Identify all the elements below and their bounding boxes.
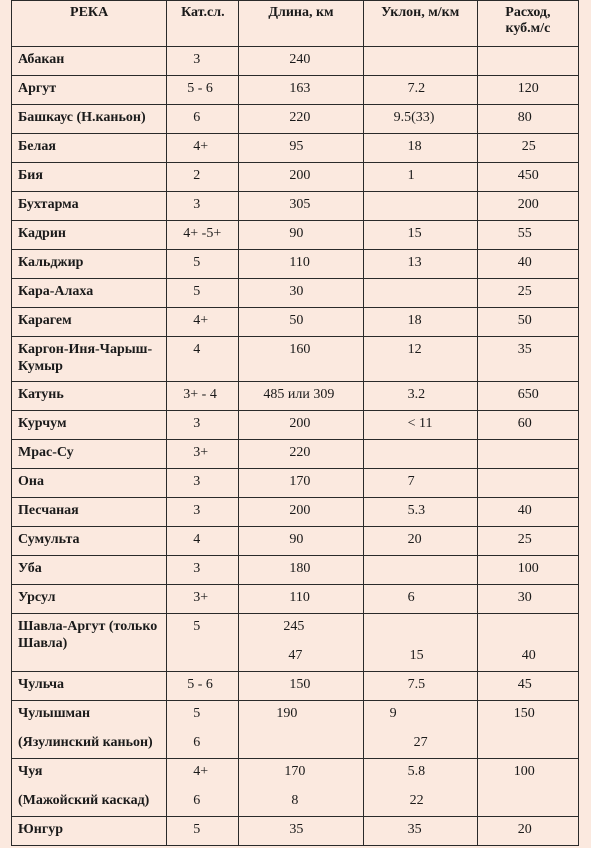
cell-cat	[167, 221, 239, 250]
cell-slope-text: 12	[407, 342, 422, 357]
table-row	[12, 817, 579, 846]
cell-cat	[167, 759, 239, 817]
cell-flow	[477, 221, 578, 250]
cell-cat-text: 4+ -5+	[183, 226, 222, 241]
table-row	[12, 614, 579, 672]
cell-len	[239, 192, 363, 221]
cell-name-text: Белая	[18, 139, 56, 154]
cell-name	[12, 498, 167, 527]
cell-name	[12, 221, 167, 250]
cell-slope-text: 20	[407, 532, 422, 547]
cell-len	[239, 440, 363, 469]
cell-flow-text: 40	[521, 648, 536, 663]
cell-slope-text: 9.5(33)	[393, 110, 435, 125]
cell-slope	[363, 337, 477, 382]
table-row	[12, 440, 579, 469]
cell-flow-text: 30	[517, 590, 532, 605]
cell-flow-text: 200	[517, 197, 539, 212]
cell-cat-text: 3+	[193, 590, 209, 605]
cell-slope	[363, 817, 477, 846]
cell-name	[12, 105, 167, 134]
cell-cat	[167, 134, 239, 163]
cell-slope	[363, 701, 477, 759]
cell-len-text: 8	[291, 793, 299, 808]
cell-len-text: 95	[289, 139, 304, 154]
cell-cat-text: 5 - 6	[187, 81, 213, 96]
cell-slope-text: 27	[413, 735, 428, 750]
header-length	[239, 1, 363, 47]
table-row	[12, 527, 579, 556]
table-row	[12, 279, 579, 308]
header-slope-label: Уклон, м/км	[381, 5, 460, 20]
cell-flow	[477, 701, 578, 759]
cell-cat	[167, 250, 239, 279]
cell-cat	[167, 47, 239, 76]
cell-name	[12, 192, 167, 221]
cell-flow	[477, 279, 578, 308]
cell-len	[239, 556, 363, 585]
cell-name-text: Кадрин	[18, 226, 66, 241]
cell-len-text: 220	[289, 110, 311, 125]
cell-slope	[363, 382, 477, 411]
cell-len-text: 110	[289, 255, 310, 270]
cell-name-text: Чуя	[18, 764, 43, 779]
cell-cat-text: 4+	[193, 313, 209, 328]
table-row	[12, 701, 579, 759]
cell-slope	[363, 614, 477, 672]
cell-len	[239, 163, 363, 192]
river-table	[11, 0, 579, 846]
cell-name	[12, 614, 167, 672]
cell-flow	[477, 469, 578, 498]
cell-cat-text: 3	[193, 474, 201, 489]
cell-name-text: Сумульта	[18, 532, 80, 547]
cell-flow	[477, 556, 578, 585]
cell-name-text: Бухтарма	[18, 197, 79, 212]
cell-flow	[477, 337, 578, 382]
cell-cat	[167, 440, 239, 469]
cell-len	[239, 308, 363, 337]
cell-name	[12, 759, 167, 817]
cell-cat	[167, 279, 239, 308]
cell-flow-text: 60	[517, 416, 532, 431]
cell-slope	[363, 759, 477, 817]
table-row	[12, 469, 579, 498]
cell-slope	[363, 585, 477, 614]
cell-flow-text: 55	[517, 226, 532, 241]
cell-len-text: 240	[289, 52, 311, 67]
cell-cat	[167, 701, 239, 759]
cell-flow-text	[478, 444, 578, 461]
cell-len	[239, 527, 363, 556]
cell-name-text: Карагем	[18, 313, 72, 328]
cell-len	[239, 411, 363, 440]
cell-name	[12, 411, 167, 440]
cell-flow	[477, 250, 578, 279]
cell-len-text: 30	[289, 284, 304, 299]
cell-cat-text: 6	[193, 110, 201, 125]
cell-slope-text	[364, 444, 477, 461]
cell-len	[239, 585, 363, 614]
cell-len-text: 180	[289, 561, 311, 576]
cell-flow-text: 25	[517, 284, 532, 299]
cell-len	[239, 817, 363, 846]
cell-cat	[167, 76, 239, 105]
cell-len	[239, 759, 363, 817]
cell-slope	[363, 47, 477, 76]
cell-cat-text: 4+	[193, 764, 209, 779]
cell-slope-text: 3.2	[407, 387, 426, 402]
cell-len-text: 190	[276, 706, 298, 721]
cell-cat-text: 5 - 6	[187, 677, 213, 692]
cell-name-text: (Язулинский каньон)	[18, 735, 153, 750]
cell-flow	[477, 382, 578, 411]
cell-len	[239, 47, 363, 76]
table-row	[12, 308, 579, 337]
cell-name	[12, 76, 167, 105]
header-flow-label: Расход, куб.м/с	[505, 5, 551, 36]
table-row	[12, 382, 579, 411]
cell-name	[12, 337, 167, 382]
cell-flow-text: 25	[521, 139, 536, 154]
cell-slope-text: 5.8	[407, 764, 426, 779]
cell-name	[12, 440, 167, 469]
cell-slope-text	[364, 51, 477, 68]
cell-name-text: Каргон-Иня-Чарыш-	[18, 342, 153, 357]
cell-flow	[477, 527, 578, 556]
table-row	[12, 192, 579, 221]
cell-name-text: (Мажойский каскад)	[18, 793, 150, 808]
table-header-row	[12, 1, 579, 47]
cell-name-text: Аргут	[18, 81, 57, 96]
cell-cat	[167, 192, 239, 221]
cell-name	[12, 556, 167, 585]
cell-len	[239, 105, 363, 134]
cell-slope	[363, 250, 477, 279]
cell-len	[239, 76, 363, 105]
table-row	[12, 411, 579, 440]
cell-cat	[167, 163, 239, 192]
cell-name	[12, 308, 167, 337]
cell-flow	[477, 76, 578, 105]
header-river-label: РЕКА	[70, 5, 109, 20]
cell-len	[239, 221, 363, 250]
table-row	[12, 221, 579, 250]
cell-flow-text: 80	[517, 110, 532, 125]
cell-cat	[167, 614, 239, 672]
cell-len	[239, 250, 363, 279]
table-row	[12, 47, 579, 76]
cell-len-text: 150	[289, 677, 311, 692]
cell-len-text: 110	[289, 590, 310, 605]
table-row	[12, 672, 579, 701]
cell-len-text: 163	[289, 81, 311, 96]
cell-flow-text	[478, 51, 578, 68]
cell-slope	[363, 105, 477, 134]
cell-cat	[167, 585, 239, 614]
cell-slope	[363, 163, 477, 192]
cell-flow-text: 120	[517, 81, 539, 96]
cell-cat	[167, 498, 239, 527]
cell-name	[12, 279, 167, 308]
cell-name	[12, 469, 167, 498]
cell-len-text: 485 или 309	[263, 387, 335, 402]
cell-slope-text: 35	[407, 822, 422, 837]
cell-flow	[477, 440, 578, 469]
table-row	[12, 134, 579, 163]
cell-len	[239, 614, 363, 672]
cell-flow	[477, 498, 578, 527]
cell-name-text: Кара-Алаха	[18, 284, 94, 299]
cell-slope-text	[364, 618, 477, 635]
cell-len-text: 200	[289, 503, 311, 518]
cell-slope-text: 18	[407, 139, 422, 154]
cell-cat-text: 5	[193, 255, 201, 270]
table-row	[12, 498, 579, 527]
cell-name	[12, 47, 167, 76]
cell-flow	[477, 134, 578, 163]
cell-flow	[477, 192, 578, 221]
cell-flow	[477, 105, 578, 134]
cell-flow	[477, 759, 578, 817]
cell-name-text: Шавла)	[18, 636, 68, 651]
cell-flow-text: 450	[517, 168, 539, 183]
table-row	[12, 105, 579, 134]
cell-name-text: Юнгур	[18, 822, 63, 837]
cell-flow	[477, 585, 578, 614]
cell-len	[239, 469, 363, 498]
cell-slope-text: 7	[407, 474, 415, 489]
cell-len	[239, 279, 363, 308]
cell-slope	[363, 440, 477, 469]
cell-slope	[363, 76, 477, 105]
cell-cat-text: 3	[193, 52, 201, 67]
cell-slope	[363, 527, 477, 556]
cell-flow-text: 150	[513, 706, 535, 721]
cell-name	[12, 817, 167, 846]
cell-len-text: 200	[289, 168, 311, 183]
cell-slope	[363, 279, 477, 308]
cell-cat-text: 3+ - 4	[183, 387, 217, 402]
cell-len-text: 245	[283, 619, 305, 634]
cell-slope	[363, 672, 477, 701]
cell-flow-text: 650	[517, 387, 539, 402]
cell-cat-text: 4+	[193, 139, 209, 154]
cell-name-text: Бия	[18, 168, 43, 183]
cell-len-text: 200	[289, 416, 311, 431]
cell-cat	[167, 105, 239, 134]
cell-len-text: 47	[288, 648, 303, 663]
cell-cat	[167, 308, 239, 337]
cell-cat-text: 2	[193, 168, 201, 183]
header-slope	[363, 1, 477, 47]
cell-name	[12, 250, 167, 279]
table-row	[12, 250, 579, 279]
table-row	[12, 759, 579, 817]
cell-slope	[363, 469, 477, 498]
cell-len	[239, 498, 363, 527]
cell-flow-text: 100	[513, 764, 535, 779]
cell-len-text: 35	[289, 822, 304, 837]
cell-name-text: Кальджир	[18, 255, 84, 270]
cell-name-text: Курчум	[18, 416, 67, 431]
cell-len-text: 170	[284, 764, 306, 779]
cell-cat-text: 5	[193, 822, 201, 837]
cell-cat-text: 3	[193, 561, 201, 576]
cell-len-text: 90	[289, 226, 304, 241]
cell-slope-text	[364, 560, 477, 577]
cell-cat	[167, 411, 239, 440]
table-row	[12, 337, 579, 382]
cell-cat	[167, 469, 239, 498]
cell-cat-text: 3	[193, 416, 201, 431]
cell-cat-text: 4	[193, 342, 201, 357]
cell-slope-text: 9	[389, 706, 397, 721]
cell-flow-text: 35	[517, 342, 532, 357]
cell-cat-text: 3	[193, 503, 201, 518]
table-row	[12, 163, 579, 192]
cell-slope	[363, 134, 477, 163]
cell-flow	[477, 308, 578, 337]
cell-name	[12, 527, 167, 556]
cell-flow-text: 25	[517, 532, 532, 547]
cell-name	[12, 585, 167, 614]
cell-slope	[363, 498, 477, 527]
cell-flow	[477, 672, 578, 701]
cell-name-text: Катунь	[18, 387, 64, 402]
cell-cat-text: 5	[193, 706, 201, 721]
cell-cat-text: 3	[193, 197, 201, 212]
cell-len-text: 160	[289, 342, 311, 357]
header-length-label: Длина, км	[268, 5, 334, 20]
cell-slope	[363, 192, 477, 221]
cell-flow-text: 50	[517, 313, 532, 328]
cell-len	[239, 382, 363, 411]
cell-name-text: Урсул	[18, 590, 56, 605]
cell-slope-text: 1	[407, 168, 415, 183]
cell-slope-text: 22	[409, 793, 424, 808]
cell-name-text: Песчаная	[18, 503, 79, 518]
cell-slope	[363, 308, 477, 337]
cell-name-text: Шавла-Аргут (только	[18, 619, 158, 634]
cell-flow-text: 45	[517, 677, 532, 692]
cell-len-text: 90	[289, 532, 304, 547]
cell-flow	[477, 163, 578, 192]
cell-slope-text: 6	[407, 590, 415, 605]
cell-slope-text: 18	[407, 313, 422, 328]
cell-flow	[477, 614, 578, 672]
cell-name-text: Мрас-Су	[18, 445, 74, 460]
cell-name	[12, 701, 167, 759]
cell-name-text: Чулышман	[18, 706, 91, 721]
cell-cat	[167, 672, 239, 701]
cell-flow-text: 40	[517, 255, 532, 270]
header-category-label: Кат.сл.	[181, 5, 225, 20]
cell-name-text: Чульча	[18, 677, 65, 692]
table-row	[12, 76, 579, 105]
cell-slope-text: 7.5	[407, 677, 426, 692]
cell-name-text: Башкаус (Н.каньон)	[18, 110, 146, 125]
cell-cat-text: 5	[193, 619, 201, 634]
cell-flow	[477, 47, 578, 76]
cell-flow	[477, 817, 578, 846]
cell-cat	[167, 382, 239, 411]
cell-slope-text: 15	[409, 648, 424, 663]
cell-len-text: 50	[289, 313, 304, 328]
cell-name-text: Кумыр	[18, 359, 63, 374]
table-row	[12, 585, 579, 614]
cell-len	[239, 701, 363, 759]
cell-name	[12, 134, 167, 163]
cell-cat	[167, 337, 239, 382]
cell-flow	[477, 411, 578, 440]
cell-slope	[363, 221, 477, 250]
cell-cat-text: 6	[193, 793, 201, 808]
cell-slope-text: 7.2	[407, 81, 426, 96]
cell-name-text: Уба	[18, 561, 42, 576]
cell-cat-text: 4	[193, 532, 201, 547]
cell-len-text: 170	[289, 474, 311, 489]
cell-slope-text: < 11	[407, 416, 433, 431]
cell-cat	[167, 527, 239, 556]
header-river	[12, 1, 167, 47]
cell-slope	[363, 556, 477, 585]
header-category	[167, 1, 239, 47]
cell-flow-text: 40	[517, 503, 532, 518]
cell-len-text: 220	[289, 445, 311, 460]
cell-flow-text	[478, 618, 578, 635]
cell-len	[239, 672, 363, 701]
table-row	[12, 556, 579, 585]
cell-cat-text: 5	[193, 284, 201, 299]
cell-flow-text	[478, 473, 578, 490]
cell-len	[239, 337, 363, 382]
cell-name-text: Она	[18, 474, 44, 489]
cell-len-text: 305	[289, 197, 311, 212]
cell-slope-text: 15	[407, 226, 422, 241]
cell-slope-text: 13	[407, 255, 422, 270]
cell-name	[12, 163, 167, 192]
cell-cat-text: 6	[193, 735, 201, 750]
cell-cat	[167, 817, 239, 846]
cell-name	[12, 382, 167, 411]
cell-slope	[363, 411, 477, 440]
cell-cat	[167, 556, 239, 585]
cell-name-text: Абакан	[18, 52, 65, 67]
cell-name	[12, 672, 167, 701]
cell-slope-text: 5.3	[407, 503, 426, 518]
cell-len	[239, 134, 363, 163]
header-flow	[477, 1, 578, 47]
cell-slope-text	[364, 196, 477, 213]
cell-slope-text	[364, 283, 477, 300]
cell-flow-text: 20	[517, 822, 532, 837]
cell-flow-text: 100	[517, 561, 539, 576]
cell-cat-text: 3+	[193, 445, 209, 460]
